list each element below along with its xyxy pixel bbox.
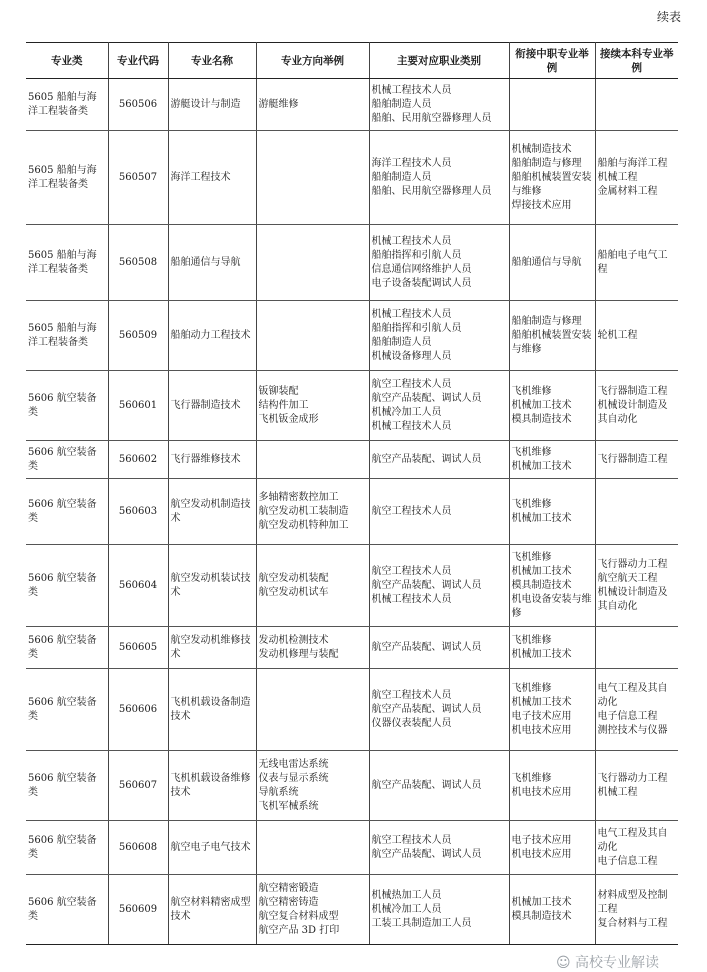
cell-secondary-line: 机械加工技术 [511, 648, 572, 660]
cell-directions-line: 航空发动机装配 [258, 572, 329, 584]
cell-category: 5605 船舶与海洋工程装备类 [26, 79, 108, 131]
cell-directions [256, 627, 369, 669]
cell-careers-line: 机械冷加工人员 [371, 406, 442, 418]
cell-bachelor-line: 飞行器制造工程 [597, 453, 668, 465]
cell-secondary-line: 飞机维修 [511, 385, 552, 397]
cell-secondary-line: 飞机维修 [511, 634, 552, 646]
cell-name: 飞行器制造技术 [168, 371, 256, 441]
cell-code: 560507 [108, 131, 168, 225]
cell-directions [256, 821, 369, 875]
table-row [26, 479, 678, 545]
cell-name: 游艇设计与制造 [168, 79, 256, 131]
cell-careers-line: 机械设备修理人员 [371, 350, 452, 362]
cell-bachelor-line: 电气工程及其自动化 [597, 682, 668, 708]
cell-secondary-line: 飞机维修 [511, 772, 552, 784]
cell-careers [369, 751, 509, 821]
table-row [26, 79, 678, 131]
cell-careers-line: 航空工程技术人员 [371, 689, 452, 701]
cell-bachelor-line: 电子信息工程 [597, 855, 658, 867]
cell-secondary [509, 441, 595, 479]
table-row [26, 627, 678, 669]
cell-directions-line: 飞机军械系统 [258, 800, 319, 812]
table-row [26, 225, 678, 301]
cell-careers-line: 机械工程技术人员 [371, 84, 452, 96]
cell-careers-line: 船舶制造人员 [371, 336, 432, 348]
cell-directions [256, 875, 369, 945]
cell-secondary [509, 545, 595, 627]
cell-directions [256, 669, 369, 751]
cell-directions-line: 飞机钣金成形 [258, 413, 319, 425]
cell-secondary-line: 模具制造技术 [511, 413, 572, 425]
cell-secondary-line: 机电设备安装与维修 [511, 593, 592, 619]
cell-bachelor-line: 金属材料工程 [597, 185, 658, 197]
table-row [26, 669, 678, 751]
cell-category: 5606 航空装备类 [26, 371, 108, 441]
cell-directions [256, 751, 369, 821]
table-row [26, 545, 678, 627]
cell-secondary-line: 船舶制造与修理 [511, 315, 582, 327]
cell-code: 560509 [108, 301, 168, 371]
cell-code: 560604 [108, 545, 168, 627]
cell-bachelor [595, 479, 678, 545]
cell-careers-line: 航空工程技术人员 [371, 378, 452, 390]
cell-secondary [509, 627, 595, 669]
cell-code: 560605 [108, 627, 168, 669]
table-row [26, 751, 678, 821]
cell-careers-line: 机械工程技术人员 [371, 308, 452, 320]
cell-category: 5605 船舶与海洋工程装备类 [26, 131, 108, 225]
cell-bachelor-line: 轮机工程 [597, 329, 638, 341]
cell-category: 5606 航空装备类 [26, 669, 108, 751]
cell-secondary [509, 131, 595, 225]
cell-category: 5606 航空装备类 [26, 627, 108, 669]
cell-code: 560608 [108, 821, 168, 875]
cell-directions-line: 无线电雷达系统 [258, 758, 329, 770]
cell-careers-line: 船舶、民用航空器修理人员 [371, 185, 492, 197]
cell-careers-line: 机械工程技术人员 [371, 420, 452, 432]
cell-secondary [509, 225, 595, 301]
cell-category: 5606 航空装备类 [26, 821, 108, 875]
cell-careers-line: 航空工程技术人员 [371, 834, 452, 846]
cell-bachelor-line: 机械设计制造及其自动化 [597, 399, 668, 425]
cell-category: 5606 航空装备类 [26, 751, 108, 821]
cell-code: 560602 [108, 441, 168, 479]
cell-directions [256, 371, 369, 441]
table-row [26, 131, 678, 225]
header-directions: 专业方向举例 [256, 43, 369, 79]
cell-directions-line: 航空发动机特种加工 [258, 519, 349, 531]
cell-secondary-line: 模具制造技术 [511, 579, 572, 591]
cell-careers-line: 船舶、民用航空器修理人员 [371, 112, 492, 124]
cell-name: 飞行器维修技术 [168, 441, 256, 479]
cell-bachelor-line: 材料成型及控制工程 [597, 889, 668, 915]
cell-name: 航空电子电气技术 [168, 821, 256, 875]
cell-secondary-line: 机械加工技术 [511, 565, 572, 577]
table-row [26, 301, 678, 371]
cell-name: 航空发动机维修技术 [168, 627, 256, 669]
cell-careers-line: 航空产品装配、调试人员 [371, 453, 482, 465]
cell-category: 5606 航空装备类 [26, 545, 108, 627]
cell-bachelor-line: 机械工程 [597, 171, 638, 183]
cell-secondary [509, 751, 595, 821]
cell-name: 航空材料精密成型技术 [168, 875, 256, 945]
cell-bachelor-line: 机械设计制造及其自动化 [597, 586, 668, 612]
cell-directions-line: 航空发动机试车 [258, 586, 329, 598]
header-secondary: 衔接中职专业举例 [509, 43, 595, 79]
cell-directions [256, 545, 369, 627]
table-row [26, 371, 678, 441]
cell-directions-line: 导航系统 [258, 786, 299, 798]
cell-careers-line: 电子设备装配调试人员 [371, 277, 472, 289]
cell-bachelor-line: 复合材料与工程 [597, 917, 668, 929]
cell-secondary-line: 船舶制造与修理 [511, 157, 582, 169]
cell-careers [369, 821, 509, 875]
cell-secondary [509, 301, 595, 371]
cell-directions-line: 多轴精密数控加工 [258, 491, 339, 503]
cell-code: 560606 [108, 669, 168, 751]
cell-careers [369, 131, 509, 225]
header-category: 专业类 [26, 43, 108, 79]
cell-directions [256, 441, 369, 479]
cell-bachelor [595, 371, 678, 441]
cell-bachelor-line: 航空航天工程 [597, 572, 658, 584]
cell-bachelor [595, 545, 678, 627]
cell-directions [256, 479, 369, 545]
cell-bachelor [595, 821, 678, 875]
cell-directions [256, 225, 369, 301]
cell-secondary [509, 79, 595, 131]
cell-secondary-line: 机械加工技术 [511, 896, 572, 908]
cell-careers-line: 机械热加工人员 [371, 889, 442, 901]
table-row [26, 875, 678, 945]
header-code: 专业代码 [108, 43, 168, 79]
cell-secondary-line: 飞机维修 [511, 446, 552, 458]
cell-directions [256, 79, 369, 131]
cell-directions-line: 钣铆装配 [258, 385, 299, 397]
cell-secondary-line: 机械制造技术 [511, 143, 572, 155]
cell-bachelor [595, 441, 678, 479]
cell-secondary-line: 机械加工技术 [511, 696, 572, 708]
cell-secondary-line: 飞机维修 [511, 551, 552, 563]
cell-bachelor-line: 飞行器动力工程 [597, 772, 668, 784]
cell-name: 飞机机载设备维修技术 [168, 751, 256, 821]
watermark: ☺ 高校专业解读 [556, 955, 660, 971]
cell-careers [369, 479, 509, 545]
cell-bachelor-line: 船舶电子电气工程 [597, 249, 668, 275]
cell-name: 船舶通信与导航 [168, 225, 256, 301]
cell-code: 560508 [108, 225, 168, 301]
cell-secondary [509, 371, 595, 441]
cell-directions-line: 仪表与显示系统 [258, 772, 329, 784]
cell-careers-line: 机械工程技术人员 [371, 235, 452, 247]
cell-careers-line: 信息通信网络维护人员 [371, 263, 472, 275]
cell-secondary-line: 机械加工技术 [511, 399, 572, 411]
cell-secondary-line: 飞机维修 [511, 682, 552, 694]
cell-secondary [509, 479, 595, 545]
cell-secondary-line: 模具制造技术 [511, 910, 572, 922]
cell-bachelor [595, 751, 678, 821]
cell-directions-line: 航空精密铸造 [258, 896, 319, 908]
cell-bachelor-line: 机械工程 [597, 786, 638, 798]
cell-directions-line: 结构件加工 [258, 399, 309, 411]
cell-careers [369, 669, 509, 751]
cell-careers-line: 航空工程技术人员 [371, 565, 452, 577]
header-bachelor: 接续本科专业举例 [595, 43, 678, 79]
cell-careers-line: 航空产品装配、调试人员 [371, 779, 482, 791]
cell-directions-line: 航空复合材料成型 [258, 910, 339, 922]
cell-bachelor-line: 飞行器动力工程 [597, 558, 668, 570]
cell-careers-line: 航空产品装配、调试人员 [371, 848, 482, 860]
cell-careers-line: 船舶制造人员 [371, 98, 432, 110]
cell-careers-line: 海洋工程技术人员 [371, 157, 452, 169]
cell-code: 560609 [108, 875, 168, 945]
cell-bachelor-line: 电子信息工程 [597, 710, 658, 722]
table-body [26, 79, 678, 945]
cell-name: 船舶动力工程技术 [168, 301, 256, 371]
table-row [26, 821, 678, 875]
cell-careers-line: 航空产品装配、调试人员 [371, 579, 482, 591]
cell-bachelor-line: 测控技术与仪器 [597, 724, 668, 736]
cell-bachelor [595, 301, 678, 371]
cell-code: 560603 [108, 479, 168, 545]
cell-careers [369, 301, 509, 371]
cell-secondary [509, 875, 595, 945]
cell-careers-line: 机械工程技术人员 [371, 593, 452, 605]
cell-careers [369, 225, 509, 301]
cell-name: 飞机机载设备制造技术 [168, 669, 256, 751]
cell-secondary-line: 飞机维修 [511, 498, 552, 510]
cell-code: 560601 [108, 371, 168, 441]
cell-bachelor [595, 225, 678, 301]
cell-careers-line: 航空产品装配、调试人员 [371, 392, 482, 404]
cell-careers [369, 79, 509, 131]
cell-directions-line: 航空产品 3D 打印 [258, 924, 340, 936]
cell-secondary-line: 电子技术应用 [511, 710, 572, 722]
header-name: 专业名称 [168, 43, 256, 79]
cell-bachelor-line: 飞行器制造工程 [597, 385, 668, 397]
cell-directions-line: 航空精密锻造 [258, 882, 319, 894]
cell-careers [369, 875, 509, 945]
cell-name: 航空发动机制造技术 [168, 479, 256, 545]
cell-secondary-line: 机电技术应用 [511, 724, 572, 736]
cell-careers-line: 船舶指挥和引航人员 [371, 249, 462, 261]
cell-secondary-line: 电子技术应用 [511, 834, 572, 846]
cell-bachelor-line: 船舶与海洋工程 [597, 157, 668, 169]
cell-directions [256, 131, 369, 225]
cell-bachelor [595, 131, 678, 225]
cell-secondary [509, 821, 595, 875]
cell-secondary-line: 机电技术应用 [511, 848, 572, 860]
cell-code: 560607 [108, 751, 168, 821]
cell-secondary-line: 船舶通信与导航 [511, 256, 582, 268]
cell-category: 5605 船舶与海洋工程装备类 [26, 301, 108, 371]
cell-name: 航空发动机装试技术 [168, 545, 256, 627]
cell-directions-line: 航空发动机工装制造 [258, 505, 349, 517]
cell-careers-line: 航空产品装配、调试人员 [371, 641, 482, 653]
cell-category: 5606 航空装备类 [26, 875, 108, 945]
cell-category: 5606 航空装备类 [26, 441, 108, 479]
cell-careers-line: 工装工具制造加工人员 [371, 917, 472, 929]
cell-careers-line: 机械冷加工人员 [371, 903, 442, 915]
cell-careers-line: 船舶指挥和引航人员 [371, 322, 462, 334]
cell-directions-line: 发动机检测技术 [258, 634, 329, 646]
cell-category: 5605 船舶与海洋工程装备类 [26, 225, 108, 301]
cell-careers-line: 仪器仪表装配人员 [371, 717, 452, 729]
cell-secondary-line: 焊接技术应用 [511, 199, 572, 211]
cell-category: 5606 航空装备类 [26, 479, 108, 545]
cell-bachelor [595, 627, 678, 669]
majors-table [26, 42, 678, 945]
header-careers: 主要对应职业类别 [369, 43, 509, 79]
cell-secondary-line: 机械加工技术 [511, 512, 572, 524]
cell-directions [256, 301, 369, 371]
table-header-row [26, 43, 678, 79]
table-row [26, 441, 678, 479]
cell-careers-line: 航空工程技术人员 [371, 505, 452, 517]
cell-name: 海洋工程技术 [168, 131, 256, 225]
cell-bachelor [595, 875, 678, 945]
cell-bachelor [595, 669, 678, 751]
continued-label: 续表 [656, 10, 681, 24]
cell-careers [369, 441, 509, 479]
cell-secondary-line: 船舶机械装置安装与维修 [511, 171, 592, 197]
cell-careers [369, 627, 509, 669]
cell-bachelor [595, 79, 678, 131]
cell-careers [369, 545, 509, 627]
cell-secondary-line: 船舶机械装置安装与维修 [511, 329, 592, 355]
cell-secondary [509, 669, 595, 751]
cell-secondary-line: 机械加工技术 [511, 460, 572, 472]
cell-careers-line: 船舶制造人员 [371, 171, 432, 183]
cell-secondary-line: 机电技术应用 [511, 786, 572, 798]
cell-directions-line: 游艇维修 [258, 98, 299, 110]
cell-careers [369, 371, 509, 441]
cell-code: 560506 [108, 79, 168, 131]
cell-directions-line: 发动机修理与装配 [258, 648, 339, 660]
cell-careers-line: 航空产品装配、调试人员 [371, 703, 482, 715]
cell-bachelor-line: 电气工程及其自动化 [597, 827, 668, 853]
